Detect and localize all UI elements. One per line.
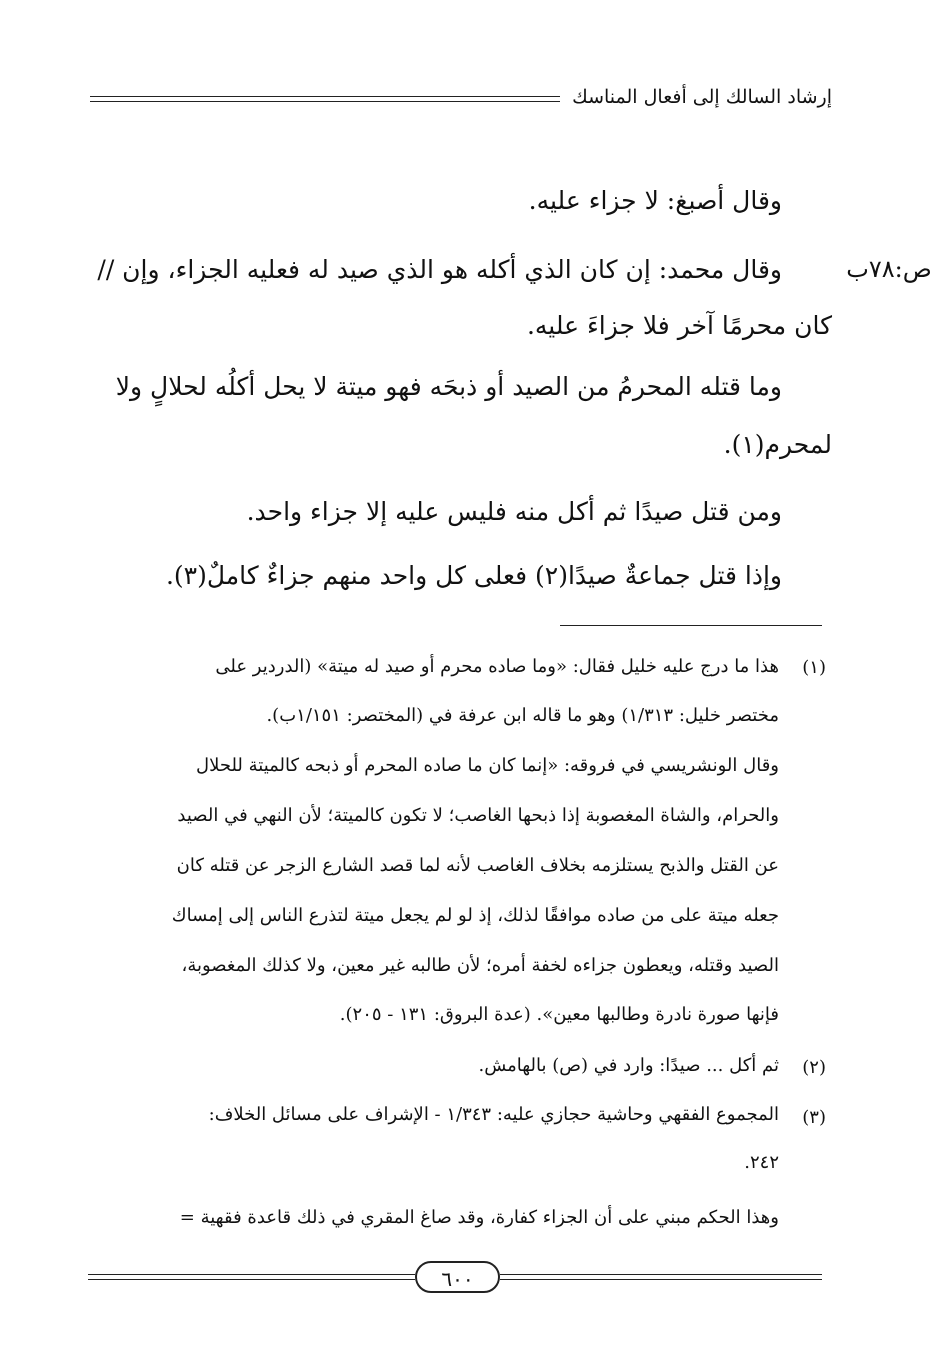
- main-text-line: وإذا قتل جماعةٌ صيدًا(٢) فعلى كل واحد منهم جزاءٌ كاملٌ(٣).: [165, 561, 782, 590]
- manuscript-folio-note: ص:٧٨ب: [846, 255, 932, 283]
- footer-double-rule: [500, 1274, 822, 1280]
- footnote-line: مختصر خليل: ١/٣١٣) وهو ما قاله ابن عرفة في (المختصر: ١/١٥١ب).: [266, 705, 779, 726]
- main-text-line: ومن قتل صيدًا ثم أكل منه فليس عليه إلا جزاء واحد.: [246, 497, 782, 526]
- footnote-number: (٢): [802, 1057, 826, 1078]
- footnote-line: والحرام، والشاة المغصوبة إذا ذبحها الغاصب؛ لا تكون كالميتة؛ لأن النهي في الصيد: [177, 805, 779, 826]
- footnote-line: الصيد وقتله، ويعطون جزاءه لخفة أمره؛ لأن طالبه غير معين، ولا كذلك المغصوبة،: [181, 955, 779, 976]
- footnote-number: (١): [802, 657, 826, 678]
- main-text-line: كان محرمًا آخر فلا جزاءَ عليه.: [526, 311, 832, 340]
- footnote-number: (٣): [802, 1107, 826, 1128]
- main-text-line: وقال محمد: إن كان الذي أكله هو الذي صيد له فعليه الجزاء، وإن //: [97, 255, 782, 284]
- footnote-separator: [560, 625, 822, 626]
- running-header-title: إرشاد السالك إلى أفعال المناسك: [572, 86, 832, 108]
- footnote-line: عن القتل والذبح يستلزمه بخلاف الغاصب لأنه لما قصد الشارع الزجر عن قتله كان: [176, 855, 779, 876]
- footnote-line: ثم أكل ... صيدًا: وارد في (ص) بالهامش.: [478, 1055, 779, 1076]
- footnote-line: المجموع الفقهي وحاشية حجازي عليه: ١/٣٤٣ - الإشراف على مسائل الخلاف:: [208, 1104, 779, 1125]
- main-text-line: لمحرم(١).: [723, 430, 832, 459]
- footnote-line: هذا ما درج عليه خليل فقال: «وما صاده محرم أو صيد له ميتة» (الدردير على: [215, 656, 779, 677]
- footnote-line: جعله ميتة على من صاده موافقًا لذلك، إذ لو لم يجعل ميتة لتذرع الناس إلى إمساك: [171, 905, 779, 926]
- footnote-line: فإنها صورة نادرة وطالبها معين». (عدة البروق: ١٣١ - ٢٠٥).: [339, 1004, 779, 1025]
- page-number: ٦٠٠: [415, 1261, 500, 1293]
- footnote-continuation: وهذا الحكم مبني على أن الجزاء كفارة، وقد صاغ المقري في ذلك قاعدة فقهية =: [179, 1207, 779, 1228]
- main-text-line: وقال أصبغ: لا جزاء عليه.: [528, 186, 782, 215]
- main-text-line: وما قتله المحرمُ من الصيد أو ذبحَه فهو ميتة لا يحل أكلُه لحلالٍ ولا: [115, 372, 782, 401]
- footnote-line: ٢٤٢.: [744, 1152, 779, 1173]
- header-double-rule: [90, 96, 560, 102]
- footnote-line: وقال الونشريسي في فروقه: «إنما كان ما صاده المحرم أو ذبحه كالميتة للحلال: [196, 755, 779, 776]
- footer-double-rule: [88, 1274, 415, 1280]
